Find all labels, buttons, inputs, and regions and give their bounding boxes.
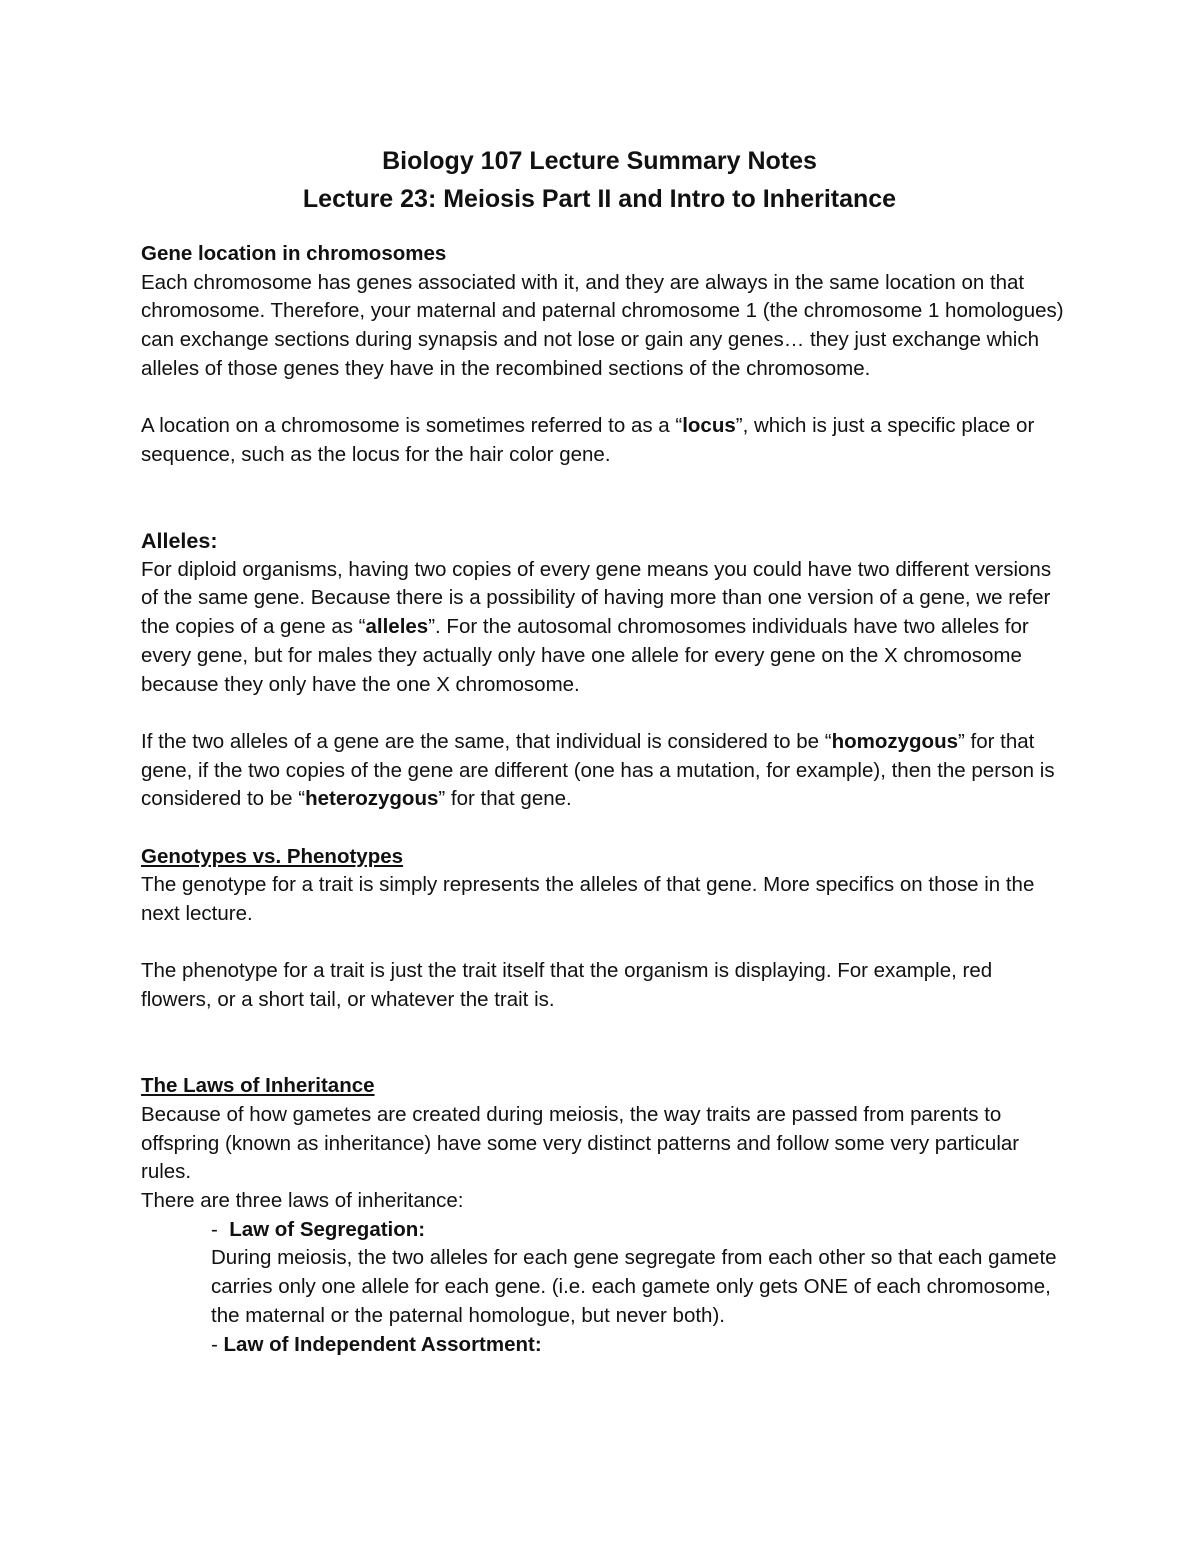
section-laws-of-inheritance bbox=[141, 1072, 1066, 1359]
law-list bbox=[141, 1216, 1066, 1360]
section-heading-alleles: Alleles: bbox=[141, 528, 218, 553]
law-item-independent-assortment: - Law of Independent Assortment: bbox=[211, 1332, 542, 1356]
law-text-segregation: During meiosis, the two alleles for each gene segregate from each other so that each gamete carries only one allele for each gene. (i.e. each gamete only gets ONE of each chromosome, the maternal or the paternal homologue, but never both). bbox=[211, 1246, 1057, 1327]
law-title-independent-assortment: Law of Independent Assortment: bbox=[223, 1332, 542, 1356]
alleles-paragraph-1: For diploid organisms, having two copies of every gene means you could have two different versions of the same gene. Because there is a possibility of having more than one version of a gene, we refer the copies of a gene as “alleles”. For the autosomal chromosomes individuals have two alleles for every gene, but for males they actually only have one allele for every gene on the X chromosome because they only have the one X chromosome. bbox=[141, 557, 1052, 696]
term-homozygous: homozygous bbox=[831, 729, 958, 753]
title-line-2: Lecture 23: Meiosis Part II and Intro to Inheritance bbox=[302, 185, 897, 213]
section-heading-genotypes: Genotypes vs. Phenotypes bbox=[141, 844, 404, 868]
section-genotypes bbox=[141, 843, 1066, 1015]
laws-paragraph-1: Because of how gametes are created during meiosis, the way traits are passed from parents to offspring (known as inheritance) have some very distinct patterns and follow some very particular rules. bbox=[141, 1102, 1020, 1184]
term-heterozygous: heterozygous bbox=[305, 787, 439, 811]
term-locus: locus bbox=[682, 414, 736, 438]
section-heading-gene-location: Gene location in chromosomes bbox=[141, 242, 447, 265]
section-gene-location bbox=[141, 240, 1066, 470]
document-title bbox=[141, 142, 1058, 218]
gene-location-paragraph-2: A location on a chromosome is sometimes referred to as a “locus”, which is just a specific place or sequence, such as the locus for the hair color gene. bbox=[141, 414, 1035, 466]
genotypes-paragraph-2: The phenotype for a trait is just the trait itself that the organism is displaying. For example, red flowers, or a short tail, or whatever the trait is. bbox=[141, 959, 993, 1012]
document-page bbox=[141, 142, 1066, 1359]
laws-paragraph-2: There are three laws of inheritance: bbox=[141, 1189, 464, 1213]
section-heading-laws: The Laws of Inheritance bbox=[141, 1074, 375, 1098]
title-line-1: Biology 107 Lecture Summary Notes bbox=[382, 147, 817, 175]
alleles-paragraph-2: If the two alleles of a gene are the same, that individual is considered to be “homozygous” for that gene, if the two copies of the gene are different (one has a mutation, for example), then the person is considered to be “heterozygous” for that gene. bbox=[141, 729, 1055, 811]
genotypes-paragraph-1: The genotype for a trait is simply represents the alleles of that gene. More specifics on those in the next lecture. bbox=[141, 873, 1035, 926]
law-title-segregation: Law of Segregation: bbox=[229, 1217, 426, 1241]
section-alleles bbox=[141, 527, 1066, 814]
term-alleles: alleles bbox=[365, 615, 429, 639]
law-item-segregation: - Law of Segregation: bbox=[211, 1217, 426, 1241]
gene-location-paragraph-1: Each chromosome has genes associated with it, and they are always in the same location on that chromosome. Therefore, your maternal and paternal chromosome 1 (the chromosome 1 homologues) can exchange sections during synapsis and not lose or gain any genes… they just exchange which alleles of those genes they have in the recombined sections of the chromosome. bbox=[141, 270, 1064, 380]
